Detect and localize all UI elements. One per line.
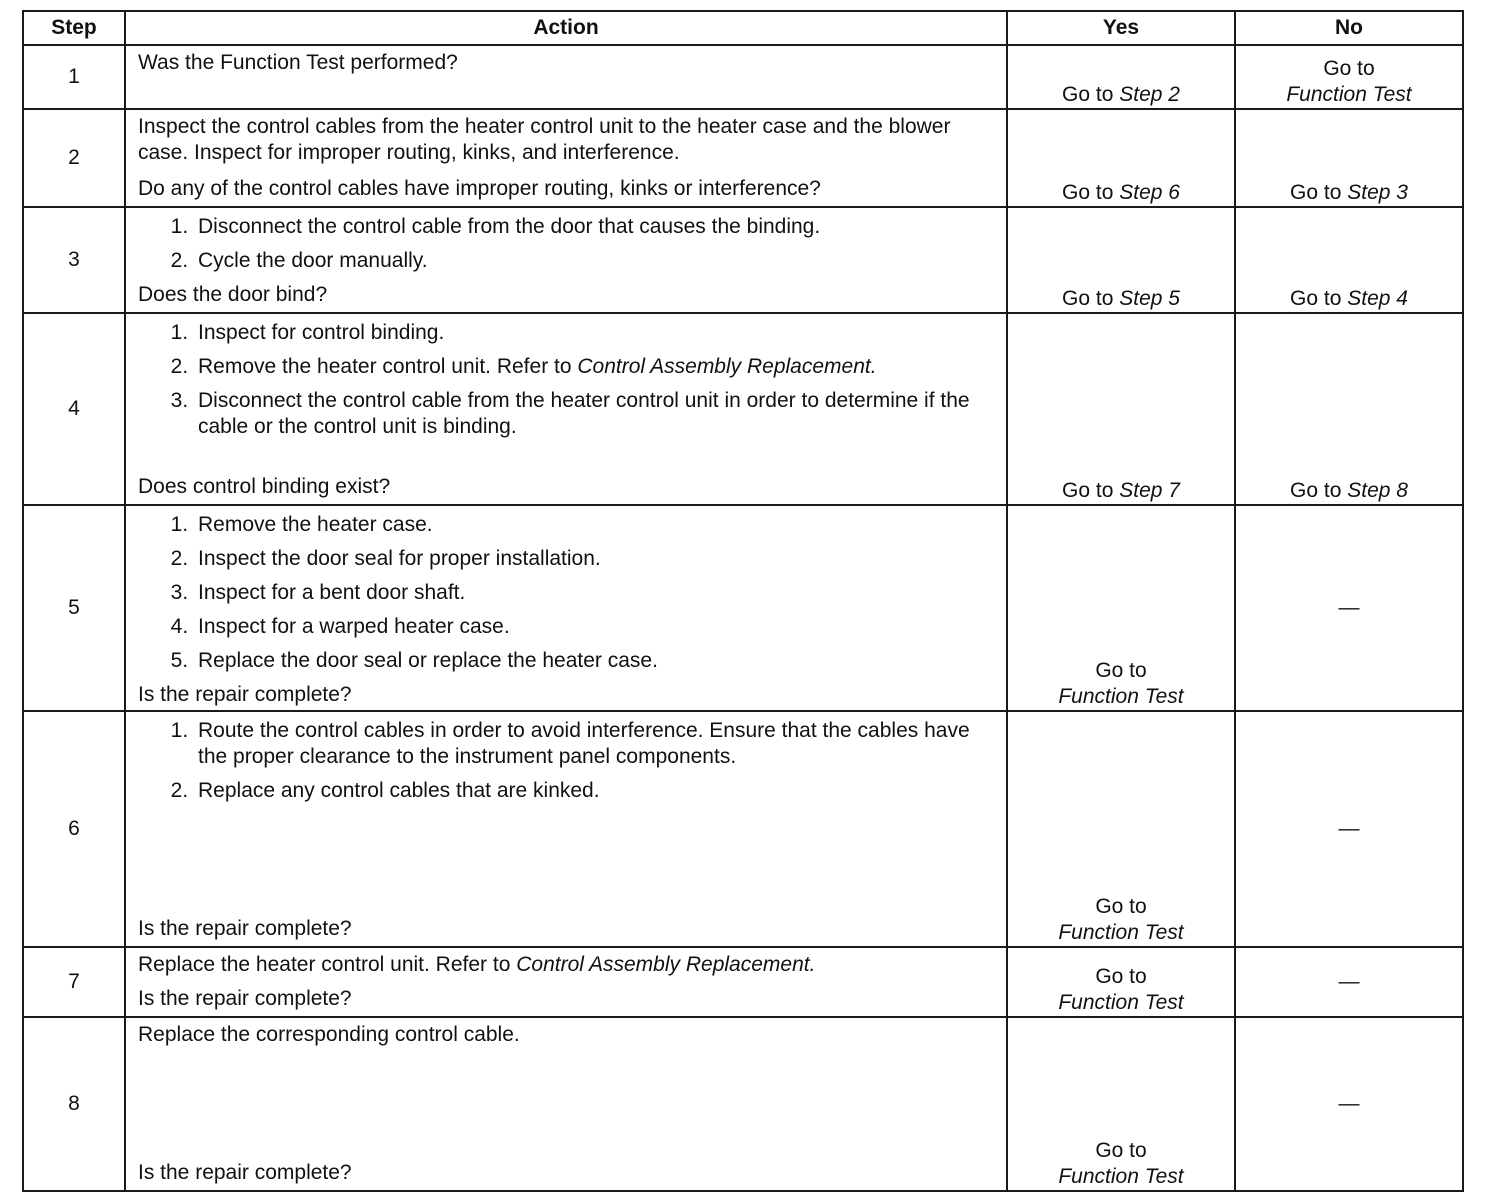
action-cell: [125, 45, 1007, 109]
yes-ref: Step 7: [1119, 479, 1180, 502]
list-item-text: Remove the heater control unit. Refer to: [198, 355, 572, 378]
table-row-step-3: [23, 207, 1463, 313]
action-intro: Replace the corresponding control cable.: [138, 1023, 520, 1046]
yes-prefix: Go to: [1095, 895, 1147, 918]
no-dash: —: [1338, 970, 1360, 993]
table-row-step-5: [23, 505, 1463, 711]
action-cell: [125, 1017, 1007, 1191]
yes-cell: [1007, 505, 1235, 711]
no-dash: —: [1338, 817, 1360, 840]
list-item: [194, 354, 996, 380]
header-yes: Yes: [1007, 11, 1235, 45]
step-number: 2: [23, 109, 125, 207]
action-intro: [138, 952, 996, 978]
yes-cell: [1007, 45, 1235, 109]
action-question: Do any of the control cables have improper routing, kinks or interference?: [138, 177, 821, 200]
action-cell: [125, 947, 1007, 1017]
step-number: 8: [23, 1017, 125, 1191]
yes-prefix: Go to: [1062, 83, 1114, 106]
header-row: [23, 11, 1463, 45]
no-ref: Step 8: [1347, 479, 1408, 502]
action-question: Is the repair complete?: [138, 683, 352, 706]
yes-cell: [1007, 207, 1235, 313]
diagnostic-table: [22, 10, 1464, 1192]
yes-ref: Function Test: [1058, 991, 1184, 1014]
list-item: 1. Disconnect the control cable from the door that causes the binding.: [194, 214, 996, 240]
no-cell: [1235, 109, 1463, 207]
action-intro: Inspect the control cables from the heater control unit to the heater case and the blower case. Inspect for improper routing, kinks, and interference.: [138, 115, 951, 164]
no-prefix: Go to: [1290, 287, 1342, 310]
yes-prefix: Go to: [1062, 479, 1114, 502]
yes-cell: [1007, 313, 1235, 505]
list-item: 3. Inspect for a bent door shaft.: [194, 580, 996, 606]
yes-ref: Step 6: [1119, 181, 1180, 204]
list-item: 2. Inspect the door seal for proper installation.: [194, 546, 996, 572]
no-cell: [1235, 45, 1463, 109]
no-cell: [1235, 711, 1463, 947]
yes-cell: [1007, 711, 1235, 947]
no-cell: [1235, 505, 1463, 711]
action-cell: [125, 109, 1007, 207]
no-cell: [1235, 1017, 1463, 1191]
step-number: 1: [23, 45, 125, 109]
header-no: No: [1235, 11, 1463, 45]
step-number: 6: [23, 711, 125, 947]
no-dash: —: [1338, 596, 1360, 619]
yes-prefix: Go to: [1062, 181, 1114, 204]
yes-ref: Step 2: [1119, 83, 1180, 106]
no-ref: Step 4: [1347, 287, 1408, 310]
yes-cell: [1007, 1017, 1235, 1191]
action-steps-list: [138, 320, 996, 440]
list-item: 1. Route the control cables in order to avoid interference. Ensure that the cables have the proper clearance to the instrument panel components.: [194, 718, 996, 770]
yes-ref: Function Test: [1058, 685, 1184, 708]
yes-prefix: Go to: [1095, 1139, 1147, 1162]
yes-prefix: Go to: [1062, 287, 1114, 310]
list-item: 2. Cycle the door manually.: [194, 248, 996, 274]
step-number: 7: [23, 947, 125, 1017]
yes-prefix: Go to: [1095, 659, 1147, 682]
list-item: 5. Replace the door seal or replace the heater case.: [194, 648, 996, 674]
action-question: Is the repair complete?: [138, 1161, 352, 1184]
yes-cell: [1007, 109, 1235, 207]
action-question: Is the repair complete?: [138, 987, 352, 1010]
step-number: 4: [23, 313, 125, 505]
list-item: 4. Inspect for a warped heater case.: [194, 614, 996, 640]
list-item: 1. Remove the heater case.: [194, 512, 996, 538]
action-question: Does the door bind?: [138, 283, 328, 306]
no-prefix: Go to: [1290, 181, 1342, 204]
yes-ref: Step 5: [1119, 287, 1180, 310]
table-row-step-2: [23, 109, 1463, 207]
action-steps-list: [138, 512, 996, 674]
action-steps-list: [138, 718, 996, 804]
action-cell: [125, 313, 1007, 505]
action-steps-list: [138, 214, 996, 274]
reference-link-text: Control Assembly Replacement.: [516, 953, 816, 976]
action-cell: [125, 711, 1007, 947]
no-cell: [1235, 313, 1463, 505]
no-cell: [1235, 207, 1463, 313]
action-question: Is the repair complete?: [138, 917, 352, 940]
action-cell: [125, 207, 1007, 313]
step-number: 3: [23, 207, 125, 313]
no-dash: —: [1338, 1092, 1360, 1115]
step-number: 5: [23, 505, 125, 711]
yes-cell: [1007, 947, 1235, 1017]
no-prefix: Go to: [1290, 479, 1342, 502]
action-question: Does control binding exist?: [138, 475, 391, 498]
table-row-step-7: [23, 947, 1463, 1017]
yes-prefix: Go to: [1095, 965, 1147, 988]
action-intro-text: Replace the heater control unit. Refer to: [138, 953, 511, 976]
list-item: 2. Replace any control cables that are kinked.: [194, 778, 996, 804]
header-action: Action: [125, 11, 1007, 45]
no-prefix: Go to: [1323, 57, 1375, 80]
table-row-step-6: [23, 711, 1463, 947]
no-ref: Step 3: [1347, 181, 1408, 204]
no-cell: [1235, 947, 1463, 1017]
yes-ref: Function Test: [1058, 1165, 1184, 1188]
table-row-step-8: [23, 1017, 1463, 1191]
action-cell: [125, 505, 1007, 711]
list-item: 1. Inspect for control binding.: [194, 320, 996, 346]
yes-ref: Function Test: [1058, 921, 1184, 944]
list-item: 3. Disconnect the control cable from the heater control unit in order to determine if the cable or the control unit is binding.: [194, 388, 996, 440]
table-row-step-1: [23, 45, 1463, 109]
reference-link-text: Control Assembly Replacement.: [577, 355, 877, 378]
table-row-step-4: [23, 313, 1463, 505]
header-step: Step: [23, 11, 125, 45]
no-ref: Function Test: [1286, 83, 1412, 106]
action-question: Was the Function Test performed?: [138, 51, 458, 74]
